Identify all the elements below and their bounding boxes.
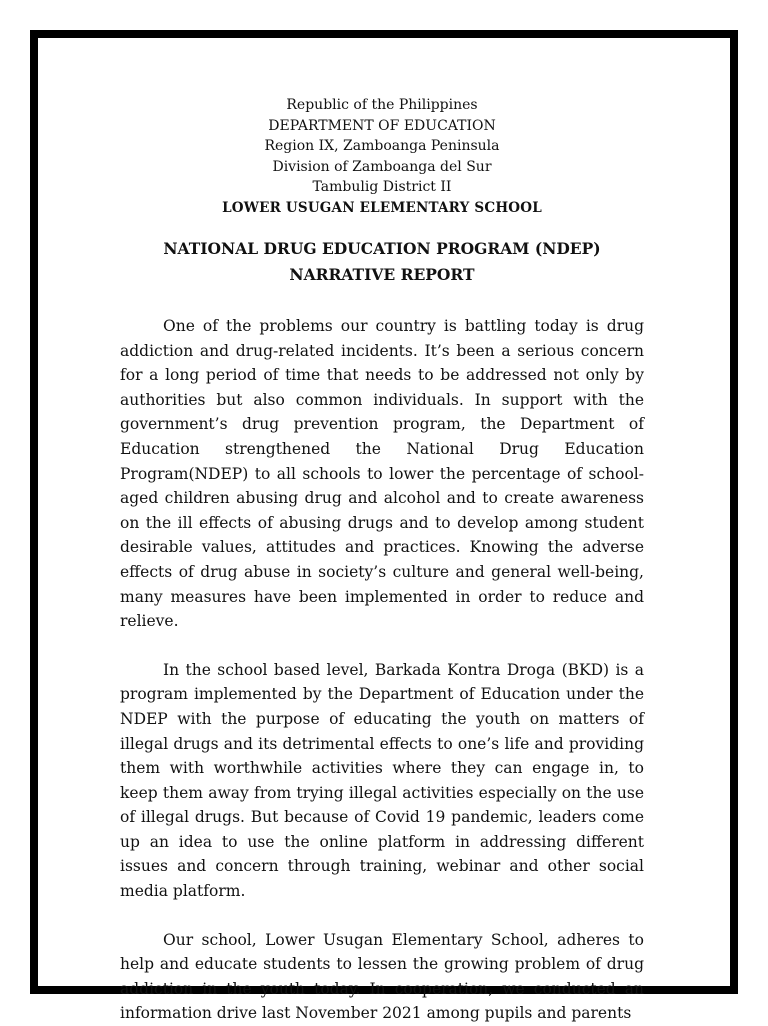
body-paragraph-1: One of the problems our country is battling today is drug addiction and drug-related incidents. It’s been a serious concern for a long period of time that needs to be addressed not only by authorities but also common individuals. In support with the government’s drug prevention program, the Department of Education strengthened the National Drug Education Program(NDEP) to all schools to lower the percentage of school-aged children abusing drug and alcohol and to create awareness on the ill effects of abusing drugs and to develop among student desirable values, attitudes and practices. Knowing the adverse effects of drug abuse in society’s culture and general well-being, many measures have been implemented in order to reduce and relieve. [120,317,644,631]
body-paragraph-2: In the school based level, Barkada Kontra Droga (BKD) is a program implemented by the Department of Education under the NDEP with the purpose of educating the youth on matters of illegal drugs and its detrimental effects to one’s life and providing them with worthwhile activities where they can engage in, to keep them away from trying illegal activities especially on the use of illegal drugs. But because of Covid 19 pandemic, leaders come up an idea to use the online platform in addressing different issues and concern through training, webinar and other social media platform. [120,660,644,901]
header-region: Region IX, Zamboanga Peninsula [264,138,500,154]
document-page [30,30,738,1023]
report-title [120,236,644,288]
body-paragraph-3: Our school, Lower Usugan Elementary School, adheres to help and educate students to lessen the growing problem of drug addiction in the youth today. In cooperation, we conducted an information drive last November 2021 among pupils and parents [120,930,644,1023]
header-division: Division of Zamboanga del Sur [272,158,492,175]
header-department: DEPARTMENT OF EDUCATION [268,117,496,134]
letterhead [120,95,644,218]
header-district: Tambulig District II [312,179,452,195]
header-republic: Republic of the Philippines [286,97,478,113]
header-school-name: LOWER USUGAN ELEMENTARY SCHOOL [222,199,542,216]
report-title-line-2: NARRATIVE REPORT [289,265,475,284]
document-content [120,95,644,1026]
report-title-line-1: NATIONAL DRUG EDUCATION PROGRAM (NDEP) [163,239,601,258]
